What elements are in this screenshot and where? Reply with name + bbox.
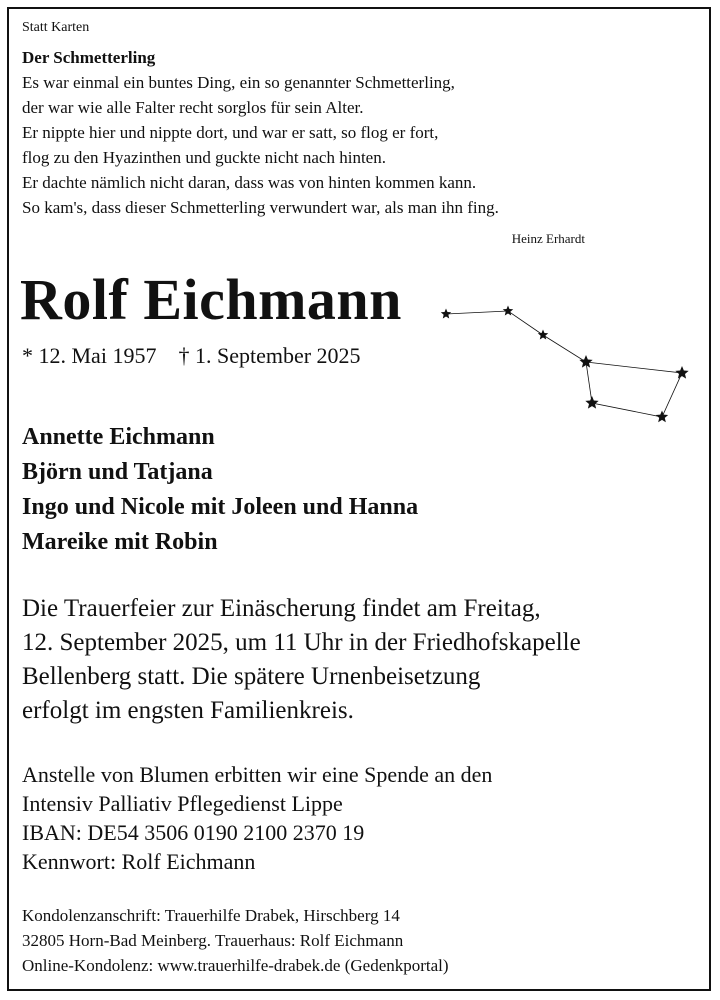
contact-info	[22, 903, 449, 978]
constellation-lines	[446, 311, 682, 417]
star-icon	[441, 309, 451, 319]
family-list	[22, 420, 418, 560]
star-icon	[675, 366, 688, 379]
life-dates	[22, 343, 361, 369]
family-member: Björn und Tatjana	[22, 459, 213, 485]
contact-line: 32805 Horn-Bad Meinberg. Trauerhaus: Rolf Eichmann	[22, 931, 404, 950]
family-member: Mareike mit Robin	[22, 529, 218, 555]
poem-line: flog zu den Hyazinthen und guckte nicht nach hinten.	[22, 148, 386, 167]
ceremony-line: Bellenberg statt. Die spätere Urnenbeisetzung	[22, 663, 481, 690]
deceased-name: Rolf Eichmann	[20, 267, 402, 332]
poem-line: Es war einmal ein buntes Ding, ein so genannter Schmetterling,	[22, 73, 455, 92]
poem-title: Der Schmetterling	[22, 48, 156, 67]
contact-line: Online-Kondolenz: www.trauerhilfe-drabek.de (Gedenkportal)	[22, 956, 449, 975]
statt-karten-note: Statt Karten	[22, 20, 90, 35]
poem-line: Er nippte hier und nippte dort, und war er satt, so flog er fort,	[22, 123, 439, 142]
donation-iban: IBAN: DE54 3506 0190 2100 2370 19	[22, 820, 365, 845]
donation-line: Intensiv Palliativ Pflegedienst Lippe	[22, 791, 343, 816]
ceremony-info	[22, 592, 581, 728]
poem-author: Heinz Erhardt	[511, 231, 585, 246]
star-icon	[538, 330, 548, 340]
donation-keyword: Kennwort: Rolf Eichmann	[22, 849, 256, 874]
ceremony-line: erfolgt im engsten Familienkreis.	[22, 697, 354, 724]
contact-line: Kondolenzanschrift: Trauerhilfe Drabek, Hirschberg 14	[22, 906, 400, 925]
star-icon	[585, 396, 598, 409]
big-dipper-constellation-icon	[430, 290, 700, 440]
star-icon	[579, 355, 592, 368]
poem-line: Er dachte nämlich nicht daran, dass was von hinten kommen kann.	[22, 173, 477, 192]
constellation-stars	[441, 306, 689, 423]
ceremony-line: Die Trauerfeier zur Einäscherung findet am Freitag,	[22, 595, 541, 622]
family-member: Annette Eichmann	[22, 424, 215, 450]
poem-line: der war wie alle Falter recht sorglos für sein Alter.	[22, 98, 364, 117]
death-date: † 1. September 2025	[178, 343, 361, 368]
poem-line: So kam's, dass dieser Schmetterling verwundert war, als man ihn fing.	[22, 198, 499, 217]
poem-text	[22, 70, 499, 220]
donation-info	[22, 760, 492, 876]
donation-line: Anstelle von Blumen erbitten wir eine Spende an den	[22, 762, 493, 787]
family-member: Ingo und Nicole mit Joleen und Hanna	[22, 494, 419, 520]
star-icon	[656, 411, 668, 423]
ceremony-line: 12. September 2025, um 11 Uhr in der Friedhofskapelle	[22, 629, 581, 656]
birth-date: * 12. Mai 1957	[22, 343, 157, 368]
